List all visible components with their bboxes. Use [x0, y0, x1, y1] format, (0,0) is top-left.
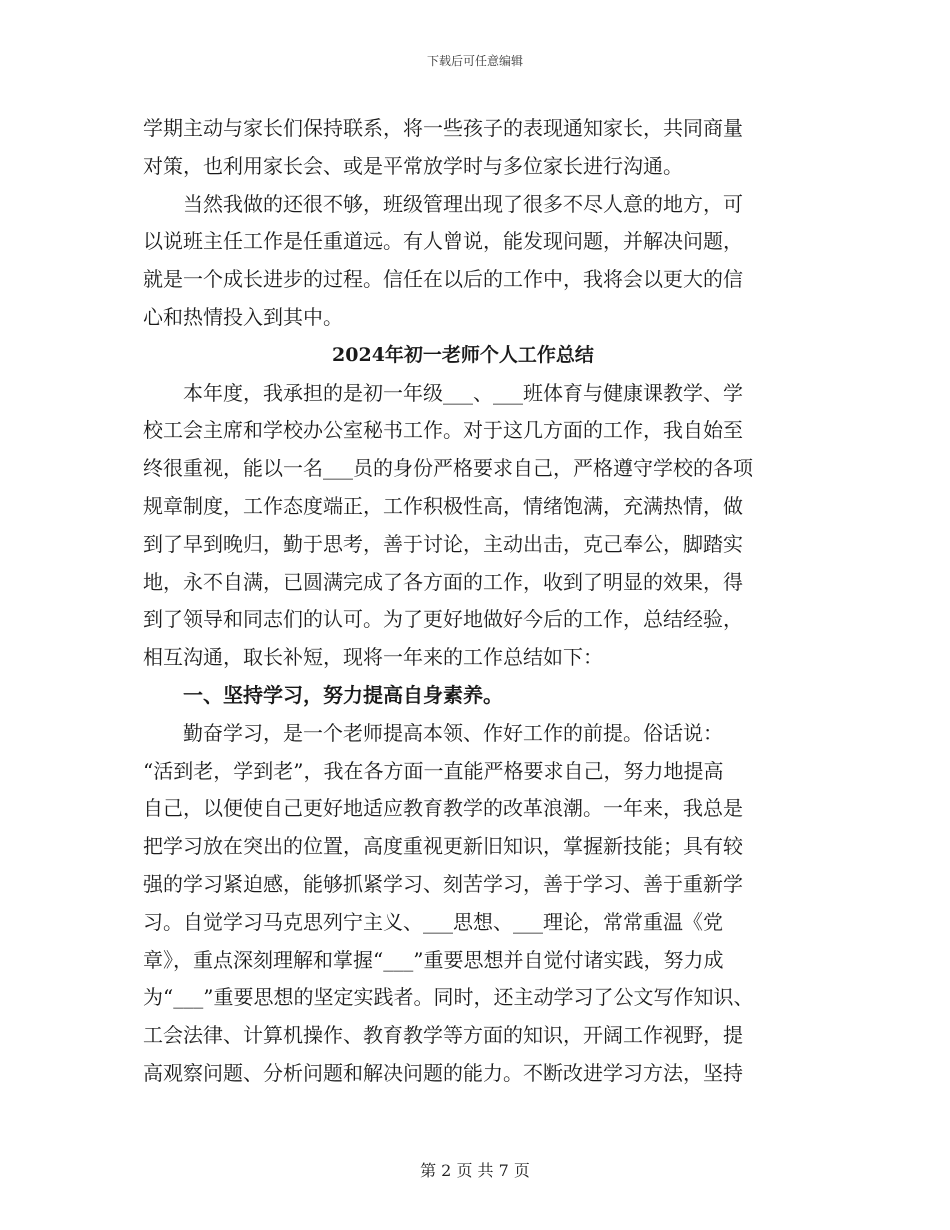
paragraph-line: 地，永不自满，已圆满完成了各方面的工作，收到了明显的效果，得 [143, 569, 743, 594]
paragraph-line: 习。自觉学习马克思列宁主义、___思想、___理论，常常重温《党 [143, 909, 723, 934]
paragraph-line: 相互沟通，取长补短，现将一年来的工作总结如下： [143, 645, 603, 670]
page-footer: 第 2 页 共 7 页 [420, 1161, 530, 1180]
paragraph-line: 规章制度，工作态度端正，工作积极性高，情绪饱满，充满热情，做 [143, 493, 743, 518]
paragraph-line: 当然我做的还很不够，班级管理出现了很多不尽人意的地方，可 [183, 191, 743, 216]
paragraph-line: 到了领导和同志们的认可。为了更好地做好今后的工作，总结经验， [143, 607, 743, 632]
paragraph-line: 到了早到晚归，勤于思考，善于讨论，主动出击，克己奉公，脚踏实 [143, 531, 743, 556]
paragraph-line: 勤奋学习，是一个老师提高本领、作好工作的前提。俗话说： [183, 720, 723, 745]
section-heading: 一、坚持学习，努力提高自身素养。 [183, 682, 503, 707]
paragraph-line: 校工会主席和学校办公室秘书工作。对于这几方面的工作，我自始至 [143, 418, 743, 443]
paragraph-line: 心和热情投入到其中。 [143, 304, 343, 329]
paragraph-line: 工会法律、计算机操作、教育教学等方面的知识，开阔工作视野，提 [143, 1023, 743, 1048]
paragraph-line: 强的学习紧迫感，能够抓紧学习、刻苦学习，善于学习、善于重新学 [143, 871, 743, 896]
document-title: 2024年初一老师个人工作总结 [332, 343, 594, 366]
paragraph-line: 章》，重点深刻理解和掌握“___”重要思想并自觉付诸实践，努力成 [143, 947, 724, 972]
paragraph-line: 把学习放在突出的位置，高度重视更新旧知识，掌握新技能；具有较 [143, 834, 743, 859]
paragraph-line: 为“___”重要思想的坚定实践者。同时，还主动学习了公文写作知识、 [143, 985, 754, 1010]
document-body [143, 110, 823, 1093]
paragraph-line: 就是一个成长进步的过程。信任在以后的工作中，我将会以更大的信 [143, 267, 743, 292]
paragraph-line: 终很重视，能以一名___员的身份严格要求自己，严格遵守学校的各项 [143, 456, 753, 481]
paragraph-line: 对策，也利用家长会、或是平常放学时与多位家长进行沟通。 [143, 153, 683, 178]
page-header: 下载后可任意编辑 [426, 54, 523, 68]
paragraph-line: 高观察问题、分析问题和解决问题的能力。不断改进学习方法，坚持 [143, 1060, 743, 1085]
paragraph-line: 本年度，我承担的是初一年级___、___班体育与健康课教学、学 [183, 380, 743, 405]
paragraph-line: “活到老，学到老”，我在各方面一直能严格要求自己，努力地提高 [143, 758, 724, 783]
paragraph-line: 自己，以便使自己更好地适应教育教学的改革浪潮。一年来，我总是 [143, 796, 743, 821]
paragraph-line: 以说班主任工作是任重道远。有人曾说，能发现问题，并解决问题， [143, 229, 743, 254]
paragraph-line: 学期主动与家长们保持联系，将一些孩子的表现通知家长，共同商量 [143, 116, 743, 140]
